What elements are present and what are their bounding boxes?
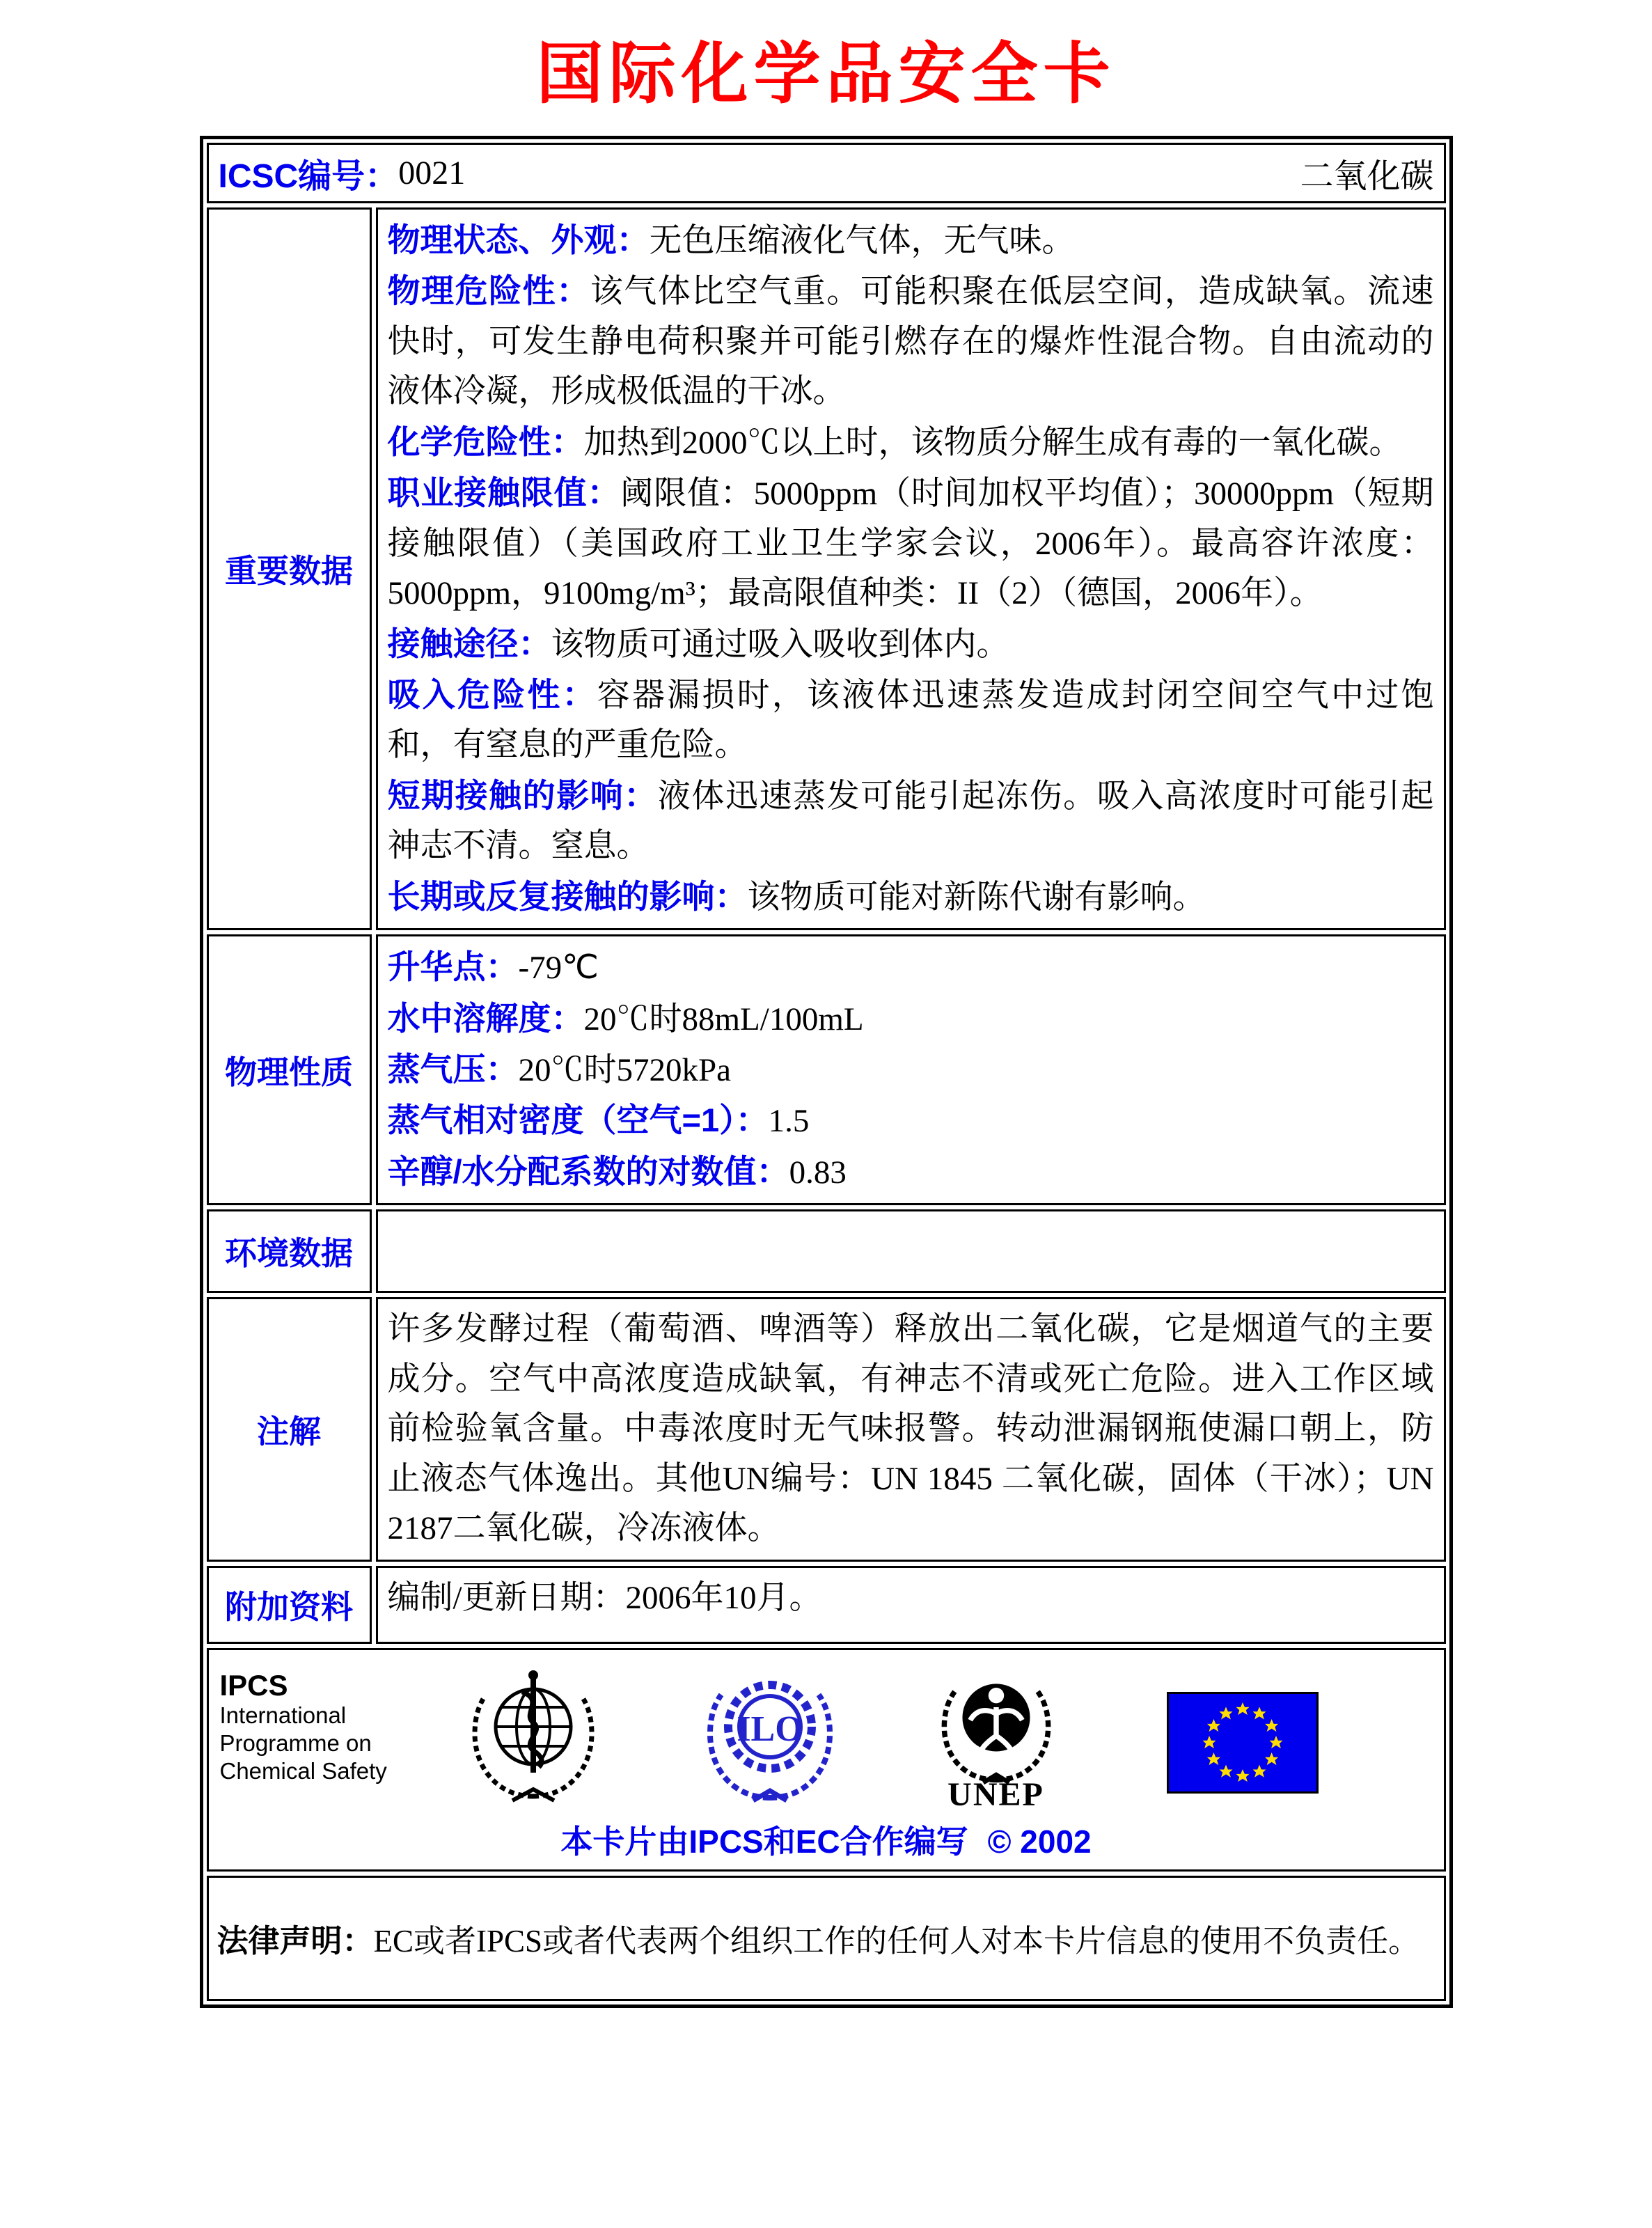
item-term: 职业接触限值： [387, 474, 621, 512]
who-logo-icon [464, 1664, 603, 1803]
data-item [388, 468, 1434, 618]
item-text: -79℃ [518, 950, 599, 987]
item-text: 加热到2000℃以上时，该物质分解生成有毒的一氧化碳。 [583, 424, 1402, 461]
footer-caption [220, 1817, 1433, 1862]
ipcs-line-1: International [219, 1702, 347, 1728]
item-text: 该物质可通过吸入吸收到体内。 [551, 626, 1009, 663]
unep-logo-icon [930, 1668, 1062, 1814]
footer-logos-row [207, 1648, 1446, 1872]
page-title: 国际化学品安全卡 [536, 34, 1116, 113]
legal-cell [207, 1876, 1446, 2001]
item-term: 化学危险性： [387, 423, 584, 460]
data-item [388, 1044, 1434, 1095]
item-term: 物理状态、外观： [387, 221, 650, 258]
unep-wordmark: UNEP [947, 1775, 1044, 1813]
item-text: 1.5 [768, 1103, 810, 1140]
ipcs-line-2: Programme on [219, 1729, 372, 1756]
section-content-environmental-data [376, 1209, 1446, 1293]
data-item [388, 417, 1434, 468]
item-text: 20℃时88mL/100mL [583, 1001, 864, 1037]
data-item [388, 942, 1434, 993]
legal-paragraph [217, 1915, 1420, 1961]
logos-line [220, 1664, 1433, 1814]
item-text: 无色压缩液化气体，无气味。 [649, 223, 1075, 259]
data-item [388, 1305, 1434, 1553]
item-text: 编制/更新日期：2006年10月。 [387, 1579, 822, 1616]
data-item [388, 1574, 1434, 1623]
item-term: 辛醇/水分配系数的对数值： [387, 1152, 789, 1190]
data-item [388, 266, 1434, 416]
item-term: 吸入危险性： [387, 675, 597, 713]
item-text: 20℃时5720kPa [518, 1052, 731, 1088]
data-item [388, 994, 1434, 1044]
data-item [388, 1147, 1434, 1198]
section-label-additional-information: 附加资料 [207, 1566, 372, 1644]
item-text: 许多发酵过程（葡萄酒、啤酒等）释放出二氧化碳，它是烟道气的主要成分。空气中高浓度造成缺氧，有神志不清或死亡危险。进入工作区域前检验氧含量。中毒浓度时无气味报警。转动泄漏钢瓶使漏口朝上，防止液态气体逸出。其他UN编号：UN 1845 二氧化碳，固体（干冰）；UN 2187二氧化碳，冷冻液体。 [387, 1311, 1434, 1547]
icsc-number-group [219, 149, 466, 197]
legal-text: EC或者IPCS或者代表两个组织工作的任何人对本卡片信息的使用不负责任。 [373, 1924, 1420, 1959]
section-important-data [207, 207, 1446, 930]
section-label-environmental-data: 环境数据 [207, 1209, 372, 1293]
section-notes [207, 1297, 1446, 1561]
caption-text: 本卡片由IPCS和EC合作编写 [560, 1823, 968, 1860]
section-content-notes [376, 1297, 1446, 1561]
item-text: 该气体比空气重。可能积聚在低层空间，造成缺氧。流速快时，可发生静电荷积聚并可能引燃存在的爆炸性混合物。自由流动的液体冷凝，形成极低温的干冰。 [387, 274, 1434, 410]
item-term: 蒸气相对密度（空气=1）： [387, 1101, 769, 1139]
item-text: 0.83 [789, 1154, 847, 1191]
section-content-physical-properties [376, 934, 1446, 1205]
data-item [388, 1095, 1434, 1146]
section-additional-information [207, 1566, 1446, 1644]
item-text: 容器漏损时，该液体迅速蒸发造成封闭空间空气中过饱和，有窒息的严重危险。 [387, 677, 1434, 764]
copyright-text: © 2002 [987, 1823, 1092, 1860]
section-label-notes: 注解 [207, 1297, 372, 1561]
ipcs-acronym: IPCS [219, 1668, 288, 1702]
legal-row [207, 1876, 1446, 2001]
data-item [388, 215, 1434, 266]
item-text: 该物质可能对新陈代谢有影响。 [747, 879, 1206, 916]
data-item [388, 872, 1434, 923]
eu-flag-icon [1167, 1692, 1319, 1794]
item-text: 阈限值：5000ppm（时间加权平均值）；30000ppm（短期接触限值）（美国政府工业卫生学家会议，2006年）。最高容许浓度：5000ppm，9100mg/m³；最高限值种类：II（2）（德国，2006年）。 [387, 476, 1434, 612]
icsc-number-value: 0021 [398, 155, 466, 191]
header-row [207, 143, 1446, 203]
section-label-physical-properties: 物理性质 [207, 934, 372, 1205]
ipcs-line-3: Chemical Safety [219, 1758, 387, 1784]
legal-term: 法律声明： [217, 1923, 374, 1959]
section-label-important-data: 重要数据 [207, 207, 372, 930]
item-text: 液体迅速蒸发可能引起冻伤。吸入高浓度时可能引起神志不清。窒息。 [387, 778, 1434, 865]
section-physical-properties [207, 934, 1446, 1205]
item-term: 接触途径： [387, 625, 551, 662]
ipcs-text-block [220, 1670, 443, 1786]
section-content-important-data [376, 207, 1446, 930]
data-item [388, 670, 1434, 771]
item-term: 蒸气压： [387, 1051, 519, 1088]
section-content-additional-information [376, 1566, 1446, 1644]
chemical-name: 二氧化碳 [1300, 158, 1434, 195]
icsc-number-label: ICSC编号： [218, 158, 399, 195]
item-term: 物理危险性： [387, 272, 590, 310]
data-item [388, 771, 1434, 872]
icsc-card [200, 136, 1453, 2008]
section-environmental-data [207, 1209, 1446, 1293]
header-cell [207, 143, 1446, 203]
data-item [388, 619, 1434, 670]
item-term: 短期接触的影响： [387, 776, 658, 814]
ilo-logo-icon [700, 1664, 840, 1803]
item-term: 升华点： [387, 948, 519, 986]
svg-text:ILO: ILO [736, 1709, 803, 1749]
item-term: 水中溶解度： [387, 999, 584, 1037]
item-term: 长期或反复接触的影响： [387, 877, 748, 915]
footer-logos-cell [207, 1648, 1446, 1872]
